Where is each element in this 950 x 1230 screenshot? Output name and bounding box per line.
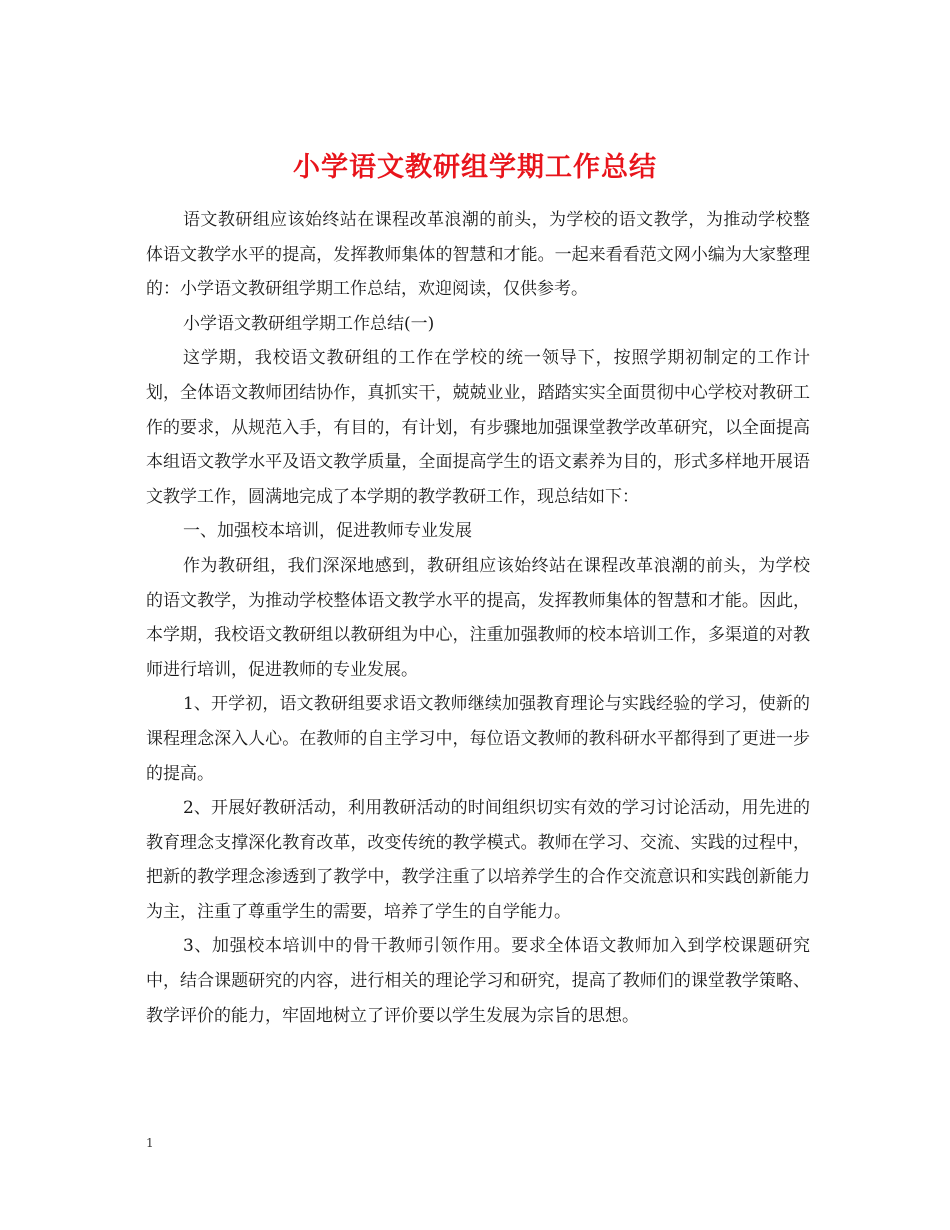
item-paragraph-3: 3、加强校本培训中的骨干教师引领作用。要求全体语文教师加入到学校课题研究中，结合课题研究的内容，进行相关的理论学习和研究，提高了教师们的课堂教学策略、教学评价的能力，牢固地树立了评价要以学生发展为宗旨的思想。	[146, 936, 810, 1026]
item-paragraph-1: 1、开学初，语文教研组要求语文教师继续加强教育理论与实践经验的学习，使新的课程理念深入人心。在教师的自主学习中，每位语文教师的教科研水平都得到了更进一步的提高。	[146, 694, 810, 784]
training-paragraph: 作为教研组，我们深深地感到，教研组应该始终站在课程改革浪潮的前头，为学校的语文教学，为推动学校整体语文教学水平的提高，发挥教师集体的智慧和才能。因此，本学期，我校语文教研组以教研组为中心，注重加强教师的校本培训工作，多渠道的对教师进行培训，促进教师的专业发展。	[146, 555, 810, 680]
document-body	[146, 203, 810, 1033]
section-heading-part-one: 小学语文教研组学期工作总结(一)	[183, 313, 435, 334]
item-paragraph-2: 2、开展好教研活动，利用教研活动的时间组织切实有效的学习讨论活动，用先进的教育理念支撑深化教育改革，改变传统的教学模式。教师在学习、交流、实践的过程中，把新的教学理念渗透到了教学中，教学注重了以培养学生的合作交流意识和实践创新能力为主，注重了尊重学生的需要，培养了学生的自学能力。	[146, 798, 810, 922]
summary-paragraph: 这学期，我校语文教研组的工作在学校的统一领导下，按照学期初制定的工作计划，全体语文教师团结协作，真抓实干，兢兢业业，踏踏实实全面贯彻中心学校对教研工作的要求，从规范入手，有目的，有计划，有步骤地加强课堂教学改革研究，以全面提高本组语文教学水平及语文教学质量，全面提高学生的语文素养为目的，形式多样地开展语文教学工作，圆满地完成了本学期的教学教研工作，现总结如下：	[146, 348, 810, 507]
section-heading-training: 一、加强校本培训，促进教师专业发展	[183, 521, 472, 542]
page-number: 1	[146, 1136, 154, 1150]
document-title: 小学语文教研组学期工作总结	[293, 152, 657, 184]
intro-paragraph: 语文教研组应该始终站在课程改革浪潮的前头，为学校的语文教学，为推动学校整体语文教学水平的提高，发挥教师集体的智慧和才能。一起来看看范文网小编为大家整理的：小学语文教研组学期工作总结，欢迎阅读，仅供参考。	[146, 210, 810, 300]
